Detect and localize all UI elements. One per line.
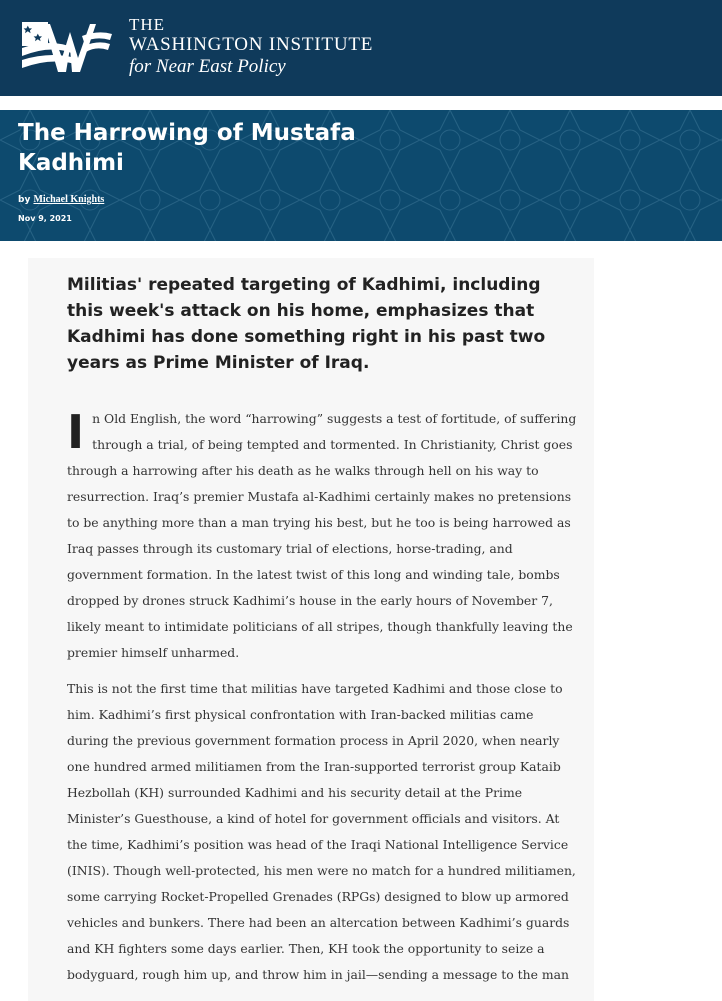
article-body — [28, 258, 594, 1001]
article-paragraph — [67, 406, 577, 666]
site-header — [0, 0, 722, 96]
paragraph-text: n Old English, the word “harrowing” suggests a test of fortitude, of suffering through a trial, of being tempted and tormented. In Christianity, Christ goes through a harrowing after his death as he walks through hell on his way to resurrection. Iraq’s premier Mustafa al-Kadhimi certainly makes no pretensions to be anything more than a man trying his best, but he too is being harrowed as Iraq passes through its customary trial of elections, horse-trading, and government formation. In the latest twist of this long and winding tale, bombs dropped by drones struck Kadhimi’s house in the early hours of November 7, likely meant to intimidate politicians of all stripes, though thankfully leaving the premier himself unharmed. — [67, 411, 577, 660]
article-lede: Militias' repeated targeting of Kadhimi, including this week's attack on his home, emphasizes that Kadhimi has done something right in his past two years as Prime Minister of Iraq. — [67, 275, 546, 373]
header-spacer — [0, 96, 722, 110]
drop-cap: I — [67, 405, 85, 459]
article-paragraph: This is not the first time that militias have targeted Kadhimi and those close to him. Kadhimi’s first physical confrontation with Iran-backed militias came during the previous government formation process in April 2020, when nearly one hundred armed militiamen from the Iran-supported terrorist group Kataib Hezbollah (KH) surrounded Kadhimi and his security detail at the Prime Minister’s Guesthouse, a kind of hotel for government officials and visitors. At the time, Kadhimi’s position was head of the Iraqi National Intelligence Service (INIS). Though well-protected, his men were no match for a hundred militiamen, some carrying Rocket-Propelled Grenades (RPGs) designed to blow up armored vehicles and bunkers. There had been an altercation between Kadhimi’s guards and KH fighters some days earlier. Then, KH took the opportunity to seize a bodyguard, rough him up, and throw him in jail—sending a message to the man — [67, 681, 576, 982]
byline — [18, 194, 104, 205]
byline-prefix: by — [18, 195, 31, 205]
article-hero — [0, 110, 722, 241]
author-link[interactable]: Michael Knights — [33, 194, 105, 205]
logo-subtitle: for Near East Policy — [129, 56, 286, 77]
article-title: The Harrowing of Mustafa Kadhimi — [18, 120, 356, 176]
logo-the: THE — [129, 15, 166, 34]
logo-name: WASHINGTON INSTITUTE — [129, 34, 374, 55]
institute-name[interactable] — [129, 16, 373, 78]
institute-logo-icon[interactable] — [22, 18, 112, 76]
publish-date: Nov 9, 2021 — [18, 214, 72, 223]
